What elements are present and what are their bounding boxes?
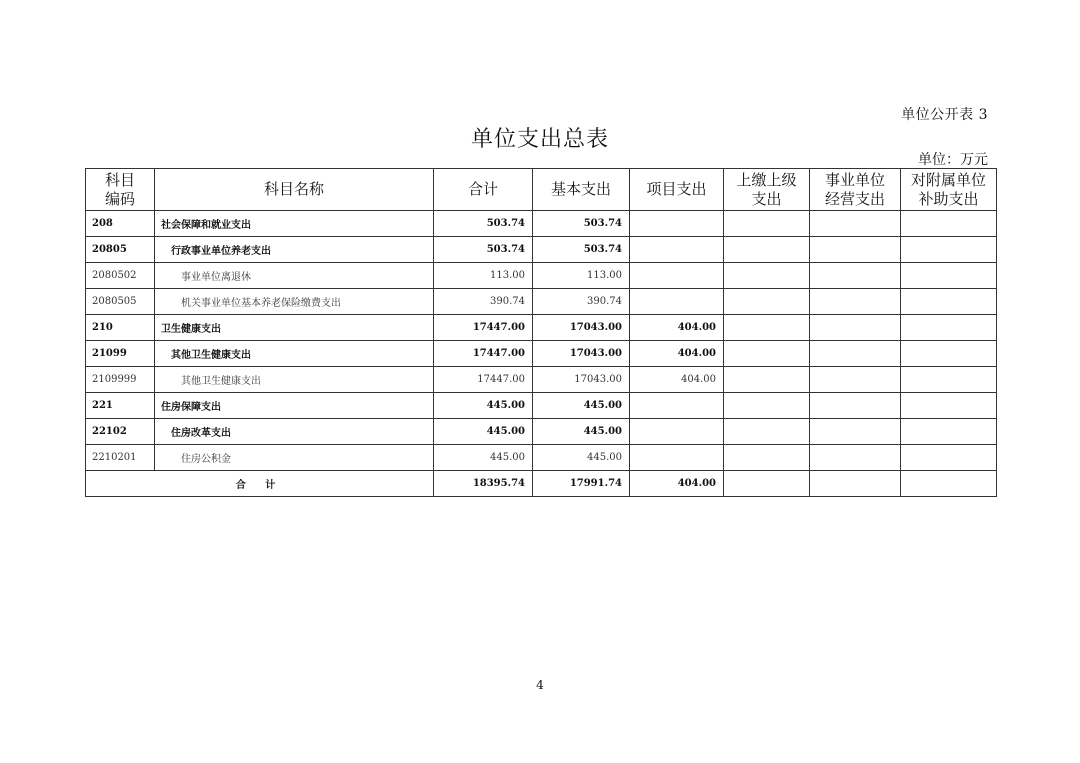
header-subsidy [901,169,997,211]
table-row [86,315,997,341]
header-name: 科目名称 [155,169,434,211]
cell-total: 503.74 [434,237,533,263]
cell-total: 445.00 [434,445,533,471]
cell-project [630,237,724,263]
cell-subsidy [901,315,997,341]
cell-code: 2080505 [86,289,155,315]
table-row [86,419,997,445]
cell-total: 445.00 [434,419,533,445]
cell-code: 2109999 [86,367,155,393]
cell-upper [724,289,810,315]
cell-total: 113.00 [434,263,533,289]
cell-total: 17447.00 [434,341,533,367]
cell-upper [724,445,810,471]
cell-code: 22102 [86,419,155,445]
total-label: 合 计 [86,471,434,497]
table-row [86,445,997,471]
cell-upper [724,315,810,341]
cell-code: 221 [86,393,155,419]
table-row [86,263,997,289]
cell-subsidy [901,263,997,289]
cell-project [630,289,724,315]
cell-basic: 390.74 [533,289,630,315]
unit-note: 单位：万元 [918,152,988,168]
cell-upper [724,237,810,263]
total-cell-project: 404.00 [630,471,724,497]
cell-name: 其他卫生健康支出 [155,341,434,367]
cell-project [630,445,724,471]
total-cell-total: 18395.74 [434,471,533,497]
cell-project [630,419,724,445]
cell-total: 503.74 [434,211,533,237]
table-row [86,289,997,315]
cell-subsidy [901,341,997,367]
expenditure-table [85,168,997,497]
cell-basic: 17043.00 [533,367,630,393]
cell-code: 2080502 [86,263,155,289]
table-row [86,367,997,393]
cell-subsidy [901,289,997,315]
table-header-row [86,169,997,211]
cell-business [810,341,901,367]
header-code-line2: 编码 [104,189,135,208]
table-row [86,393,997,419]
document-title: 单位支出总表 [470,127,609,152]
cell-basic: 445.00 [533,393,630,419]
cell-business [810,315,901,341]
header-basic: 基本支出 [533,169,630,211]
cell-business [810,419,901,445]
cell-business [810,367,901,393]
page-number: 4 [536,678,544,692]
cell-basic: 17043.00 [533,315,630,341]
header-upper [724,169,810,211]
cell-total: 390.74 [434,289,533,315]
cell-name: 卫生健康支出 [155,315,434,341]
cell-upper [724,263,810,289]
cell-business [810,393,901,419]
cell-subsidy [901,237,997,263]
cell-upper [724,211,810,237]
cell-subsidy [901,393,997,419]
cell-name: 机关事业单位基本养老保险缴费支出 [155,289,434,315]
cell-business [810,289,901,315]
cell-upper [724,341,810,367]
cell-name: 其他卫生健康支出 [155,367,434,393]
table-row [86,237,997,263]
cell-name: 住房公积金 [155,445,434,471]
cell-project: 404.00 [630,367,724,393]
header-code-line1: 科目 [104,170,135,189]
cell-subsidy [901,211,997,237]
cell-project: 404.00 [630,315,724,341]
cell-code: 2210201 [86,445,155,471]
cell-project [630,211,724,237]
header-business-line2: 经营支出 [824,189,885,208]
cell-code: 208 [86,211,155,237]
cell-total: 17447.00 [434,315,533,341]
cell-code: 210 [86,315,155,341]
cell-project: 404.00 [630,341,724,367]
cell-name: 住房保障支出 [155,393,434,419]
cell-basic: 113.00 [533,263,630,289]
total-cell-upper [724,471,810,497]
cell-total: 445.00 [434,393,533,419]
cell-project [630,263,724,289]
cell-basic: 17043.00 [533,341,630,367]
table-row [86,341,997,367]
table-row [86,211,997,237]
cell-subsidy [901,367,997,393]
total-cell-basic: 17991.74 [533,471,630,497]
cell-business [810,237,901,263]
header-subsidy-line1: 对附属单位 [910,170,986,189]
total-cell-subsidy [901,471,997,497]
header-project: 项目支出 [630,169,724,211]
cell-subsidy [901,419,997,445]
header-business [810,169,901,211]
cell-name: 事业单位离退休 [155,263,434,289]
cell-code: 21099 [86,341,155,367]
total-row [86,471,997,497]
header-subsidy-line2: 补助支出 [918,189,979,208]
cell-basic: 503.74 [533,237,630,263]
cell-name: 社会保障和就业支出 [155,211,434,237]
cell-basic: 503.74 [533,211,630,237]
cell-name: 住房改革支出 [155,419,434,445]
header-upper-line1: 上缴上级 [736,170,797,189]
cell-basic: 445.00 [533,445,630,471]
cell-upper [724,393,810,419]
cell-total: 17447.00 [434,367,533,393]
header-code [86,169,155,211]
total-cell-business [810,471,901,497]
cell-upper [724,419,810,445]
cell-business [810,263,901,289]
header-business-line1: 事业单位 [824,170,885,189]
cell-business [810,445,901,471]
form-id-label: 单位公开表 3 [901,107,988,123]
cell-upper [724,367,810,393]
cell-code: 20805 [86,237,155,263]
header-upper-line2: 支出 [751,189,782,208]
header-total: 合计 [434,169,533,211]
cell-project [630,393,724,419]
cell-name: 行政事业单位养老支出 [155,237,434,263]
cell-subsidy [901,445,997,471]
cell-business [810,211,901,237]
cell-basic: 445.00 [533,419,630,445]
